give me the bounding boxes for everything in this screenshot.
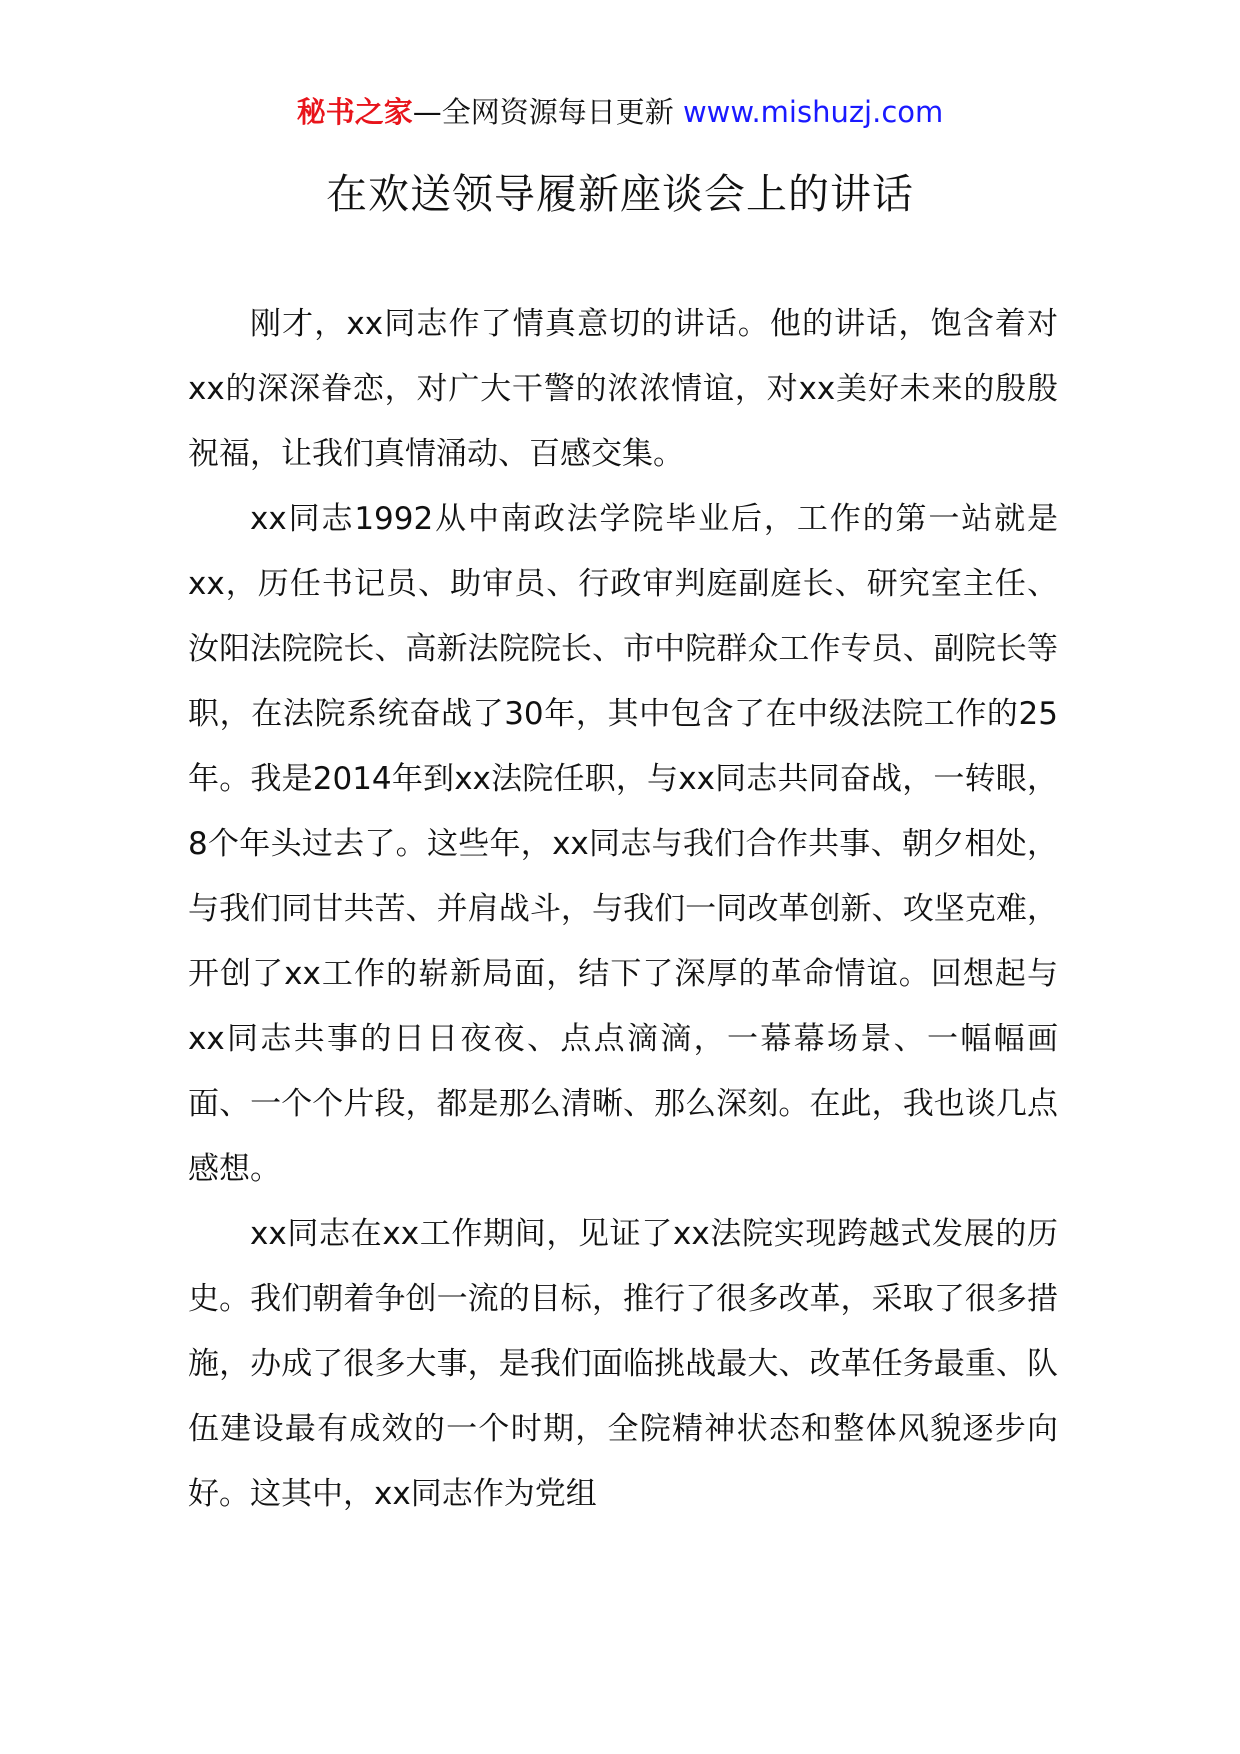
paragraph: xx同志在xx工作期间，见证了xx法院实现跨越式发展的历史。我们朝着争创一流的目标，推行了很多改革，采取了很多措施，办成了很多大事，是我们面临挑战最大、改革任务最重、队伍建设最有成效的一个时期，全院精神状态和整体风貌逐步向好。这其中，xx同志作为党组 [188, 1216, 1058, 1512]
header-tagline: —全网资源每日更新 [412, 95, 674, 129]
document-body [188, 292, 1058, 1527]
site-url-link[interactable]: www.mishuzj.com [682, 95, 944, 129]
paragraph: 刚才，xx同志作了情真意切的讲话。他的讲话，饱含着对xx的深深眷恋，对广大干警的浓浓情谊，对xx美好未来的殷殷祝福，让我们真情涌动、百感交集。 [188, 306, 1058, 472]
paragraph: xx同志1992从中南政法学院毕业后，工作的第一站就是xx，历任书记员、助审员、行政审判庭副庭长、研究室主任、汝阳法院院长、高新法院院长、市中院群众工作专员、副院长等职，在法院系统奋战了30年，其中包含了在中级法院工作的25年。我是2014年到xx法院任职，与xx同志共同奋战，一转眼，8个年头过去了。这些年，xx同志与我们合作共事、朝夕相处，与我们同甘共苦、并肩战斗，与我们一同改革创新、攻坚克难，开创了xx工作的崭新局面，结下了深厚的革命情谊。回想起与xx同志共事的日日夜夜、点点滴滴，一幕幕场景、一幅幅画面、一个个片段，都是那么清晰、那么深刻。在此，我也谈几点感想。 [188, 501, 1058, 1187]
brand-name: 秘书之家 [296, 95, 413, 129]
document-title: 在欢送领导履新座谈会上的讲话 [326, 170, 914, 218]
site-header [0, 92, 1240, 132]
